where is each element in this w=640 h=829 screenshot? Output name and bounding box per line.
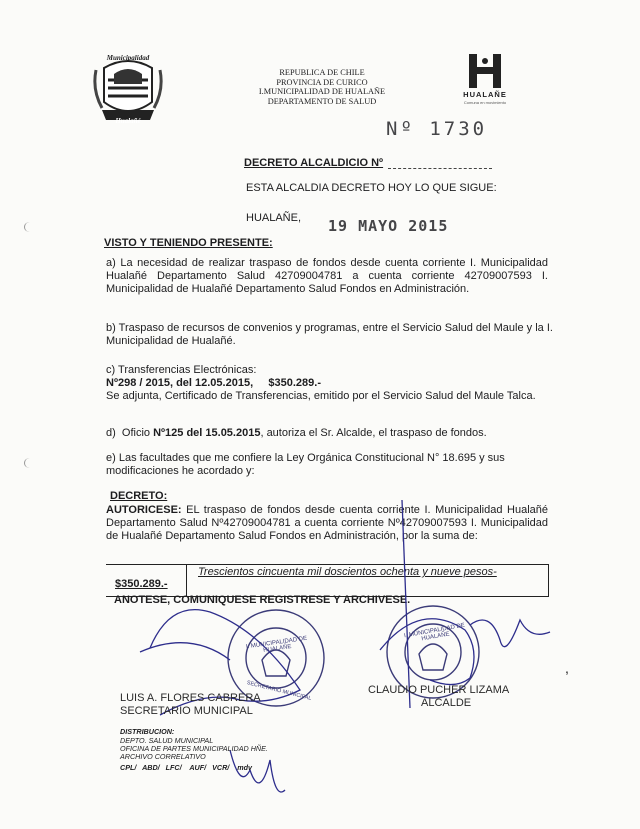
crest-bottom-label: Hualañé <box>115 117 141 125</box>
mayor-name: CLAUDIO PUCHER LIZAMA <box>368 684 510 696</box>
item-c-text: Se adjunta, Certificado de Transferencias, emitido por el Servicio Salud del Maule Talca. <box>106 390 536 402</box>
autoricese-text: EL traspaso de fondos desde cuenta corriente I. Municipalidad Hualañé Departamento Salud Nº42709004781 a cuenta corriente Nº42709007593 I. Municipalidad de Hualañé Departamento Salud Fondos en Administración, por la suma de: <box>106 504 548 542</box>
decree-number-stamp: Nº 1730 <box>386 118 488 140</box>
distribution-line-1: DEPTO. SALUD MUNICIPAL <box>120 736 214 745</box>
item-e: e) Las facultades que me confiere la Ley Orgánica Constitucional N° 18.695 y sus modificaciones he acordado y: <box>106 452 505 477</box>
amount-value: $350.289.- <box>115 578 168 590</box>
margin-mark: , <box>565 660 569 676</box>
left-seal-bottom-text: SECRETARIO MUNICIPAL <box>246 680 312 702</box>
decree-date-stamp: 19 MAYO 2015 <box>328 217 449 235</box>
brand-name: HUALAÑE <box>463 90 507 99</box>
item-c-label: c) Transferencias Electrónicas: <box>106 364 257 376</box>
distribution-line-2: OFICINA DE PARTES MUNICIPALIDAD HÑE. <box>120 744 268 753</box>
item-d-oficio: Nº125 del 15.05.2015 <box>153 427 261 439</box>
distribution-title: DISTRIBUCION: <box>120 727 175 736</box>
item-d-prefix: d) Oficio <box>106 427 154 439</box>
crest-top-label: Municipalidad <box>106 54 150 62</box>
decree-title: DECRETO ALCALDICIO Nº <box>244 157 384 169</box>
decree-intro: ESTA ALCALDIA DECRETO HOY LO QUE SIGUE: <box>246 182 497 194</box>
item-b: b) Traspaso de recursos de convenios y programas, entre el Servicio Salud del Maule y la I. Municipalidad de Hualañé. <box>106 322 553 347</box>
item-c-transfer: Nº298 / 2015, del 12.05.2015, $350.289.- <box>106 377 322 389</box>
left-seal-text: I. MUNICIPALIDAD DE HUALAÑE <box>245 635 308 654</box>
header-line-1: REPUBLICA DE CHILE <box>279 68 365 77</box>
item-d-suffix: , autoriza el Sr. Alcalde, el traspaso de fondos. <box>260 427 487 439</box>
item-a: a) La necesidad de realizar traspaso de fondos desde cuenta corriente I. Municipalidad Hualañé Departamento Salud 42709004781 a cuenta corriente 42709007593 I. Municipalidad de Hualañé Departamento Salud Fondos en Administración. <box>106 257 548 295</box>
mayor-title: ALCALDE <box>421 697 472 709</box>
amount-words: Trescientos cincuenta mil doscientos ochenta y nueve pesos- <box>198 566 497 578</box>
right-seal-text: I. MUNICIPALIDAD DE HUALAÑE <box>403 622 466 643</box>
distribution-line-3: ARCHIVO CORRELATIVO <box>120 752 206 761</box>
anotese-line: ANOTESE, COMUNIQUESE REGISTRESE Y ARCHIVESE. <box>114 594 411 606</box>
visto-heading: VISTO Y TENIENDO PRESENTE: <box>104 237 273 249</box>
decree-place: HUALAÑE, <box>246 212 302 224</box>
header-line-2: PROVINCIA DE CURICO <box>276 77 368 87</box>
distribution-initials: CPL/ ABD/ LFC/ AUF/ VCR/ mdv <box>120 763 253 772</box>
header-line-3: I.MUNICIPALIDAD DE HUALAÑE <box>258 87 386 97</box>
autoricese-label: AUTORICESE: <box>106 504 182 516</box>
header-line-4: DEPARTAMENTO DE SALUD <box>267 96 377 106</box>
secretary-name: LUIS A. FLORES CABRERA <box>120 692 261 704</box>
secretary-title: SECRETARIO MUNICIPAL <box>120 705 253 717</box>
brand-tagline: Comuna en movimiento <box>463 100 507 105</box>
decreto-heading: DECRETO: <box>110 490 168 502</box>
